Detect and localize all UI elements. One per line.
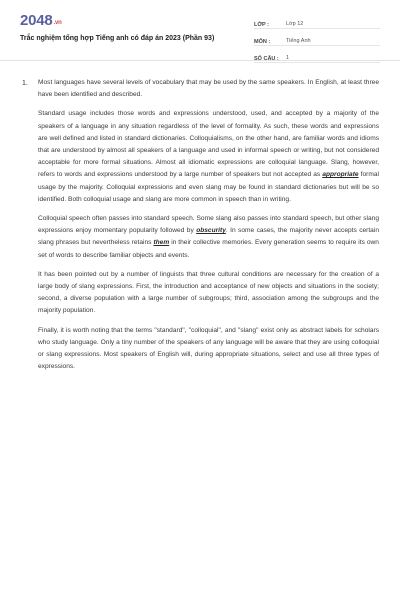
paragraph-2-text-a: Standard usage includes those words and expressions understood, used, and accepted by a majority of the speakers of a language in any situation regardless of the level of formality. As such, these words and expressions are well defined and listed in standard dictionaries. Colloquialisms, on the other hand, are familiar words and idioms that are understood by almost all speakers of a language and used in informal speech or writing, but not considered acceptable for more formal situations. Almost all idiomatic expressions are colloquial language. Slang, however, refers to words and expressions understood by a large number of speakers but not accepted as [38, 110, 379, 179]
passage-paragraph-3 [38, 213, 379, 262]
meta-row-subject [254, 31, 380, 46]
keyword-them: them [153, 239, 170, 247]
meta-info [254, 14, 380, 65]
passage-paragraph-4: It has been pointed out by a number of linguists that three cultural conditions are necessary for the creation of a large body of slang expressions. First, the introduction and acceptance of new objects and situations in the society; second, a diverse population with a large number of subgroups; third, association among the subgroups and the majority population. [38, 270, 379, 315]
page-title: Trắc nghiệm tổng hợp Tiếng anh có đáp án 2023 (Phần 93) [20, 35, 215, 42]
subject-label: MÔN : [254, 39, 271, 45]
paragraph-2-text-b: formal usage by the majority. Colloquial expressions and even slang may be found in standard dictionaries but will be so identified. Both colloquial usage and slang are more common in speech than in writing. [38, 171, 379, 203]
question-content [0, 76, 400, 380]
site-logo[interactable] [20, 12, 62, 29]
passage-paragraph-2 [38, 108, 379, 206]
paragraph-3-text-c: in their collective memories. Every generation seems to require its own set of words to describe familiar objects and events. [38, 239, 379, 259]
subject-value: Tiếng Anh [286, 38, 311, 44]
count-value: 1 [286, 55, 290, 61]
passage-paragraph-5: Finally, it is worth noting that the terms "standard", "colloquial", and "slang" exist only as abstract labels for scholars who study language. Only a tiny number of the speakers of any language will be aware that they are using colloquial or slang expressions. Most speakers of English will, during appropriate situations, select and use all three types of expressions. [38, 326, 379, 371]
passage-paragraph-1: Most languages have several levels of vocabulary that may be used by the same speakers. In English, at least three have been identified and described. [38, 79, 379, 99]
meta-row-class [254, 14, 380, 29]
paragraph-3-text-a: Colloquial speech often passes into standard speech. Some slang also passes into standard speech, but other slang expressions enjoy momentary popularity followed by [38, 215, 379, 235]
logo-suffix: .vn [53, 20, 62, 26]
keyword-appropriate: appropriate [322, 171, 359, 179]
page-header [0, 0, 400, 61]
class-value: Lớp 12 [286, 21, 304, 27]
count-label: SỐ CÂU : [254, 56, 279, 62]
keyword-obscurity: obscurity [196, 227, 226, 235]
class-label: LỚP : [254, 22, 269, 28]
question-number: 1. [22, 80, 28, 87]
paragraph-3-text-b: . In some cases, the majority never accepts certain slang phrases but nevertheless retains [38, 227, 379, 247]
logo-main: 2048 [20, 12, 53, 29]
meta-row-count [254, 48, 380, 63]
